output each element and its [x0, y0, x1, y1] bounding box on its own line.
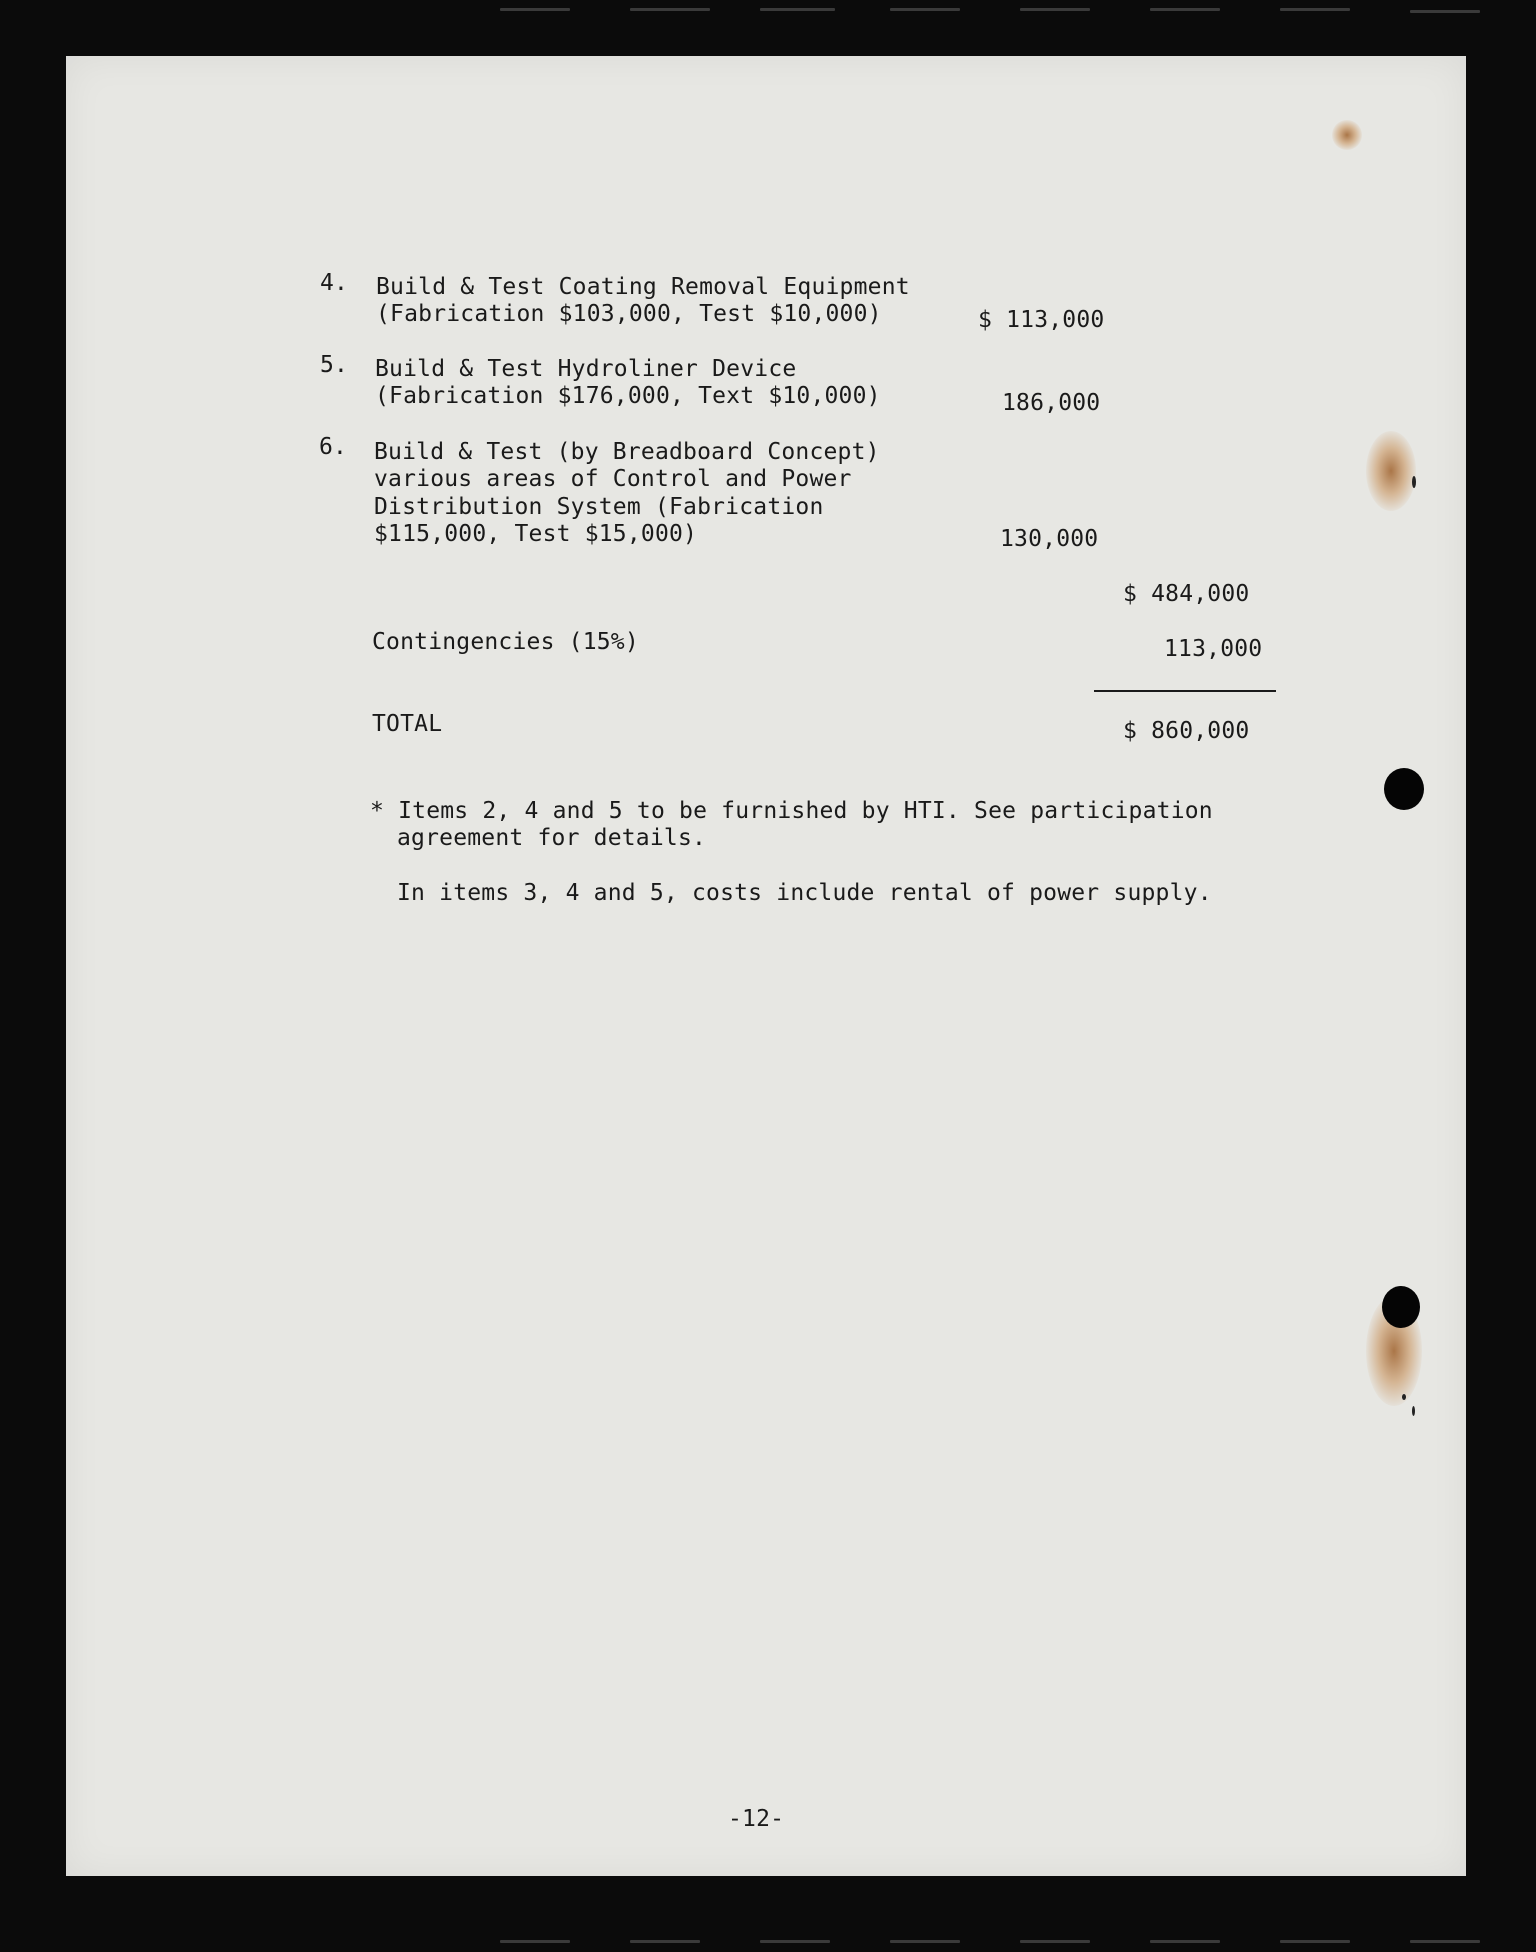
film-edge-mark — [1410, 1940, 1480, 1943]
footnote-line: In items 3, 4 and 5, costs include rental of power supply. — [397, 880, 1212, 906]
item-description-line: (Fabrication $103,000, Test $10,000) — [376, 301, 882, 327]
total-underline — [1094, 690, 1276, 692]
total-label: TOTAL — [372, 711, 443, 737]
film-edge-mark — [1020, 1940, 1090, 1943]
punch-hole — [1382, 1286, 1420, 1328]
stain — [1332, 120, 1362, 150]
film-edge-mark — [1280, 1940, 1350, 1943]
item-description-line: various areas of Control and Power — [374, 466, 852, 492]
burn-stain — [1366, 431, 1416, 511]
item-amount: $ 113,000 — [978, 307, 1105, 333]
total-amount: $ 860,000 — [1123, 718, 1250, 744]
contingencies-amount: 113,000 — [1164, 636, 1263, 662]
film-edge-mark — [500, 1940, 570, 1943]
film-edge-mark — [1150, 1940, 1220, 1943]
item-description-line: Build & Test (by Breadboard Concept) — [374, 439, 880, 465]
film-edge-mark — [500, 8, 570, 11]
item-description-line: (Fabrication $176,000, Text $10,000) — [375, 383, 881, 409]
film-edge-mark — [630, 8, 710, 11]
item-number: 4. — [320, 270, 349, 296]
item-amount: 130,000 — [1000, 526, 1099, 552]
film-edge-mark — [890, 8, 960, 11]
film-edge-mark — [890, 1940, 960, 1943]
item-description-line: Build & Test Coating Removal Equipment — [376, 274, 910, 300]
item-amount: 186,000 — [1002, 390, 1101, 416]
punch-hole — [1384, 768, 1424, 810]
item-description-line: Distribution System (Fabrication — [374, 494, 824, 520]
film-edge-mark — [1280, 8, 1350, 11]
film-edge-mark — [1020, 8, 1090, 11]
speck — [1412, 1406, 1415, 1416]
footnote-line: * Items 2, 4 and 5 to be furnished by HTI. See participation — [370, 798, 1213, 824]
speck — [1402, 1394, 1406, 1400]
page-number: -12- — [728, 1806, 785, 1832]
item-number: 5. — [320, 352, 349, 378]
subtotal-amount: $ 484,000 — [1123, 581, 1250, 607]
film-edge-mark — [1150, 8, 1220, 11]
speck — [1412, 476, 1416, 488]
item-description-line: $115,000, Test $15,000) — [374, 521, 698, 547]
item-description-line: Build & Test Hydroliner Device — [375, 356, 797, 382]
contingencies-label: Contingencies (15%) — [372, 629, 639, 655]
item-number: 6. — [319, 434, 348, 460]
film-edge-mark — [760, 8, 835, 11]
paper-sheet — [66, 56, 1466, 1876]
film-edge-mark — [1410, 10, 1480, 13]
footnote-line: agreement for details. — [397, 825, 707, 851]
film-edge-mark — [630, 1940, 700, 1943]
film-edge-mark — [760, 1940, 830, 1943]
